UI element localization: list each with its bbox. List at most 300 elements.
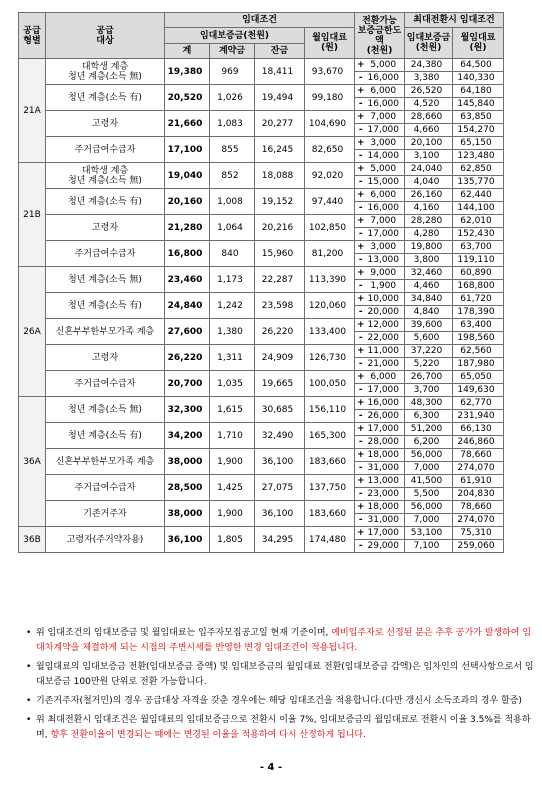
supply-target-cell: 청년 계층(소득 有) <box>46 423 165 449</box>
convertible-decrease-cell: 29,000 <box>367 540 405 553</box>
conv-rent-cell: 65,050 <box>453 371 504 384</box>
monthly-rent-cell: 113,390 <box>305 267 355 293</box>
note-item <box>26 626 534 656</box>
notes-list <box>26 626 534 747</box>
conv-deposit-cell: 5,220 <box>405 358 453 371</box>
table-row <box>19 241 504 254</box>
monthly-rent-cell: 133,400 <box>305 319 355 345</box>
convertible-decrease-cell: 23,000 <box>367 488 405 501</box>
conv-rent-cell: 61,910 <box>453 475 504 488</box>
note-text: 위 임대조건의 임대보증금 및 월임대료는 입주자모집공고일 현재 기준이며, <box>36 628 329 638</box>
plus-sign: + <box>355 293 367 306</box>
plus-sign: + <box>355 137 367 150</box>
supply-target-cell: 주거급여수급자 <box>46 371 165 397</box>
deposit-contract-cell: 1,805 <box>210 527 255 553</box>
convertible-increase-cell: 10,000 <box>367 293 405 306</box>
monthly-rent-cell: 165,300 <box>305 423 355 449</box>
minus-sign: - <box>355 488 367 501</box>
conv-deposit-cell: 4,040 <box>405 176 453 189</box>
minus-sign: - <box>355 358 367 371</box>
supply-target-cell: 고령자 <box>46 345 165 371</box>
deposit-contract-cell: 1,008 <box>210 189 255 215</box>
minus-sign: - <box>355 176 367 189</box>
supply-target-cell: 기존거주자 <box>46 501 165 527</box>
conv-deposit-cell: 5,600 <box>405 332 453 345</box>
deposit-balance-cell: 30,685 <box>255 397 305 423</box>
conv-rent-cell: 66,130 <box>453 423 504 436</box>
monthly-rent-cell: 183,660 <box>305 501 355 527</box>
conv-deposit-cell: 4,840 <box>405 306 453 319</box>
deposit-total-cell: 36,100 <box>165 527 210 553</box>
deposit-total-cell: 21,280 <box>165 215 210 241</box>
deposit-contract-cell: 1,026 <box>210 85 255 111</box>
plus-sign: + <box>355 449 367 462</box>
conv-deposit-cell: 26,700 <box>405 371 453 384</box>
conv-rent-cell: 62,850 <box>453 163 504 176</box>
conv-deposit-cell: 19,800 <box>405 241 453 254</box>
monthly-rent-cell: 81,200 <box>305 241 355 267</box>
conv-rent-cell: 60,890 <box>453 267 504 280</box>
convertible-decrease-cell: 21,000 <box>367 358 405 371</box>
deposit-total-cell: 24,840 <box>165 293 210 319</box>
deposit-balance-cell: 18,411 <box>255 59 305 85</box>
page-number: - 4 - <box>259 762 283 773</box>
deposit-balance-cell: 36,100 <box>255 449 305 475</box>
minus-sign: - <box>355 384 367 397</box>
monthly-rent-cell: 120,060 <box>305 293 355 319</box>
conv-deposit-cell: 3,100 <box>405 150 453 163</box>
deposit-total-cell: 20,520 <box>165 85 210 111</box>
convertible-decrease-cell: 28,000 <box>367 436 405 449</box>
deposit-contract-cell: 1,035 <box>210 371 255 397</box>
deposit-total-cell: 19,040 <box>165 163 210 189</box>
header-deposit-contract: 계약금 <box>210 44 255 59</box>
deposit-total-cell: 19,380 <box>165 59 210 85</box>
deposit-contract-cell: 1,173 <box>210 267 255 293</box>
conv-rent-cell: 63,850 <box>453 111 504 124</box>
supply-type-cell: 26A <box>19 267 46 397</box>
plus-sign: + <box>355 345 367 358</box>
header-supply-target: 공급 대상 <box>46 13 165 59</box>
convertible-decrease-cell: 31,000 <box>367 462 405 475</box>
convertible-decrease-cell: 26,000 <box>367 410 405 423</box>
header-conv-rent: 월임대료 (원) <box>453 28 504 59</box>
monthly-rent-cell: 137,750 <box>305 475 355 501</box>
supply-type-cell: 21A <box>19 59 46 163</box>
plus-sign: + <box>355 241 367 254</box>
monthly-rent-cell: 126,730 <box>305 345 355 371</box>
conv-deposit-cell: 4,660 <box>405 124 453 137</box>
minus-sign: - <box>355 436 367 449</box>
deposit-total-cell: 28,500 <box>165 475 210 501</box>
supply-target-cell: 고령자(주거약자용) <box>46 527 165 553</box>
deposit-total-cell: 20,160 <box>165 189 210 215</box>
conv-deposit-cell: 41,500 <box>405 475 453 488</box>
supply-type-cell: 21B <box>19 163 46 267</box>
convertible-decrease-cell: 16,000 <box>367 98 405 111</box>
conv-deposit-cell: 53,100 <box>405 527 453 540</box>
supply-target-cell: 주거급여수급자 <box>46 475 165 501</box>
supply-type-cell: 36B <box>19 527 46 553</box>
conv-rent-cell: 75,310 <box>453 527 504 540</box>
convertible-increase-cell: 6,000 <box>367 85 405 98</box>
monthly-rent-cell: 97,440 <box>305 189 355 215</box>
conv-deposit-cell: 7,000 <box>405 514 453 527</box>
conv-deposit-cell: 7,000 <box>405 462 453 475</box>
table-row <box>19 397 504 410</box>
conv-rent-cell: 61,720 <box>453 293 504 306</box>
deposit-balance-cell: 18,088 <box>255 163 305 189</box>
conv-rent-cell: 62,560 <box>453 345 504 358</box>
supply-target-cell: 대학생 계층 청년 계층(소득 無) <box>46 163 165 189</box>
bullet: • <box>26 628 32 638</box>
deposit-contract-cell: 1,064 <box>210 215 255 241</box>
conv-rent-cell: 144,100 <box>453 202 504 215</box>
convertible-increase-cell: 3,000 <box>367 241 405 254</box>
conv-rent-cell: 62,770 <box>453 397 504 410</box>
supply-type-cell: 36A <box>19 397 46 527</box>
monthly-rent-cell: 100,050 <box>305 371 355 397</box>
minus-sign: - <box>355 150 367 163</box>
minus-sign: - <box>355 514 367 527</box>
plus-sign: + <box>355 163 367 176</box>
conv-deposit-cell: 56,000 <box>405 501 453 514</box>
conv-rent-cell: 152,430 <box>453 228 504 241</box>
conv-deposit-cell: 3,380 <box>405 72 453 85</box>
header-lease-conditions: 임대조건 <box>165 13 355 28</box>
deposit-contract-cell: 840 <box>210 241 255 267</box>
conv-deposit-cell: 51,200 <box>405 423 453 436</box>
monthly-rent-cell: 156,110 <box>305 397 355 423</box>
supply-target-cell: 대학생 계층 청년 계층(소득 無) <box>46 59 165 85</box>
deposit-total-cell: 20,700 <box>165 371 210 397</box>
monthly-rent-cell: 92,020 <box>305 163 355 189</box>
conv-rent-cell: 204,830 <box>453 488 504 501</box>
deposit-balance-cell: 20,216 <box>255 215 305 241</box>
deposit-total-cell: 16,800 <box>165 241 210 267</box>
plus-sign: + <box>355 397 367 410</box>
conv-rent-cell: 63,400 <box>453 319 504 332</box>
conv-rent-cell: 64,180 <box>453 85 504 98</box>
monthly-rent-cell: 174,480 <box>305 527 355 553</box>
supply-target-cell: 고령자 <box>46 215 165 241</box>
supply-target-cell: 고령자 <box>46 111 165 137</box>
conv-rent-cell: 198,560 <box>453 332 504 345</box>
bullet: • <box>26 696 32 706</box>
deposit-contract-cell: 1,615 <box>210 397 255 423</box>
conv-rent-cell: 168,800 <box>453 280 504 293</box>
convertible-increase-cell: 6,000 <box>367 189 405 202</box>
note-text-highlight: 예비입주자로 선정된 분은 추후 공가가 발생하여 임대차계약을 체결하게 되는 시점의 주변시세를 반영한 변경 임대조건이 적용됩니다. <box>36 628 532 653</box>
table-row <box>19 475 504 488</box>
table-row <box>19 293 504 306</box>
supply-target-cell: 청년 계층(소득 無) <box>46 397 165 423</box>
conv-deposit-cell: 6,200 <box>405 436 453 449</box>
minus-sign: - <box>355 228 367 241</box>
table-row <box>19 449 504 462</box>
deposit-contract-cell: 1,900 <box>210 501 255 527</box>
note-item <box>26 660 534 690</box>
minus-sign: - <box>355 72 367 85</box>
supply-target-cell: 청년 계층(소득 無) <box>46 267 165 293</box>
header-max-conversion: 최대전환시 임대조건 <box>405 13 504 28</box>
conv-deposit-cell: 6,300 <box>405 410 453 423</box>
header-deposit-total: 계 <box>165 44 210 59</box>
conv-rent-cell: 246,860 <box>453 436 504 449</box>
table-row <box>19 111 504 124</box>
plus-sign: + <box>355 423 367 436</box>
conv-deposit-cell: 4,520 <box>405 98 453 111</box>
deposit-contract-cell: 855 <box>210 137 255 163</box>
deposit-total-cell: 23,460 <box>165 267 210 293</box>
convertible-decrease-cell: 16,000 <box>367 72 405 85</box>
conv-deposit-cell: 32,460 <box>405 267 453 280</box>
conv-rent-cell: 62,440 <box>453 189 504 202</box>
conv-rent-cell: 78,660 <box>453 501 504 514</box>
convertible-decrease-cell: 17,000 <box>367 228 405 241</box>
conv-deposit-cell: 48,300 <box>405 397 453 410</box>
table-row <box>19 319 504 332</box>
minus-sign: - <box>355 98 367 111</box>
conv-rent-cell: 140,330 <box>453 72 504 85</box>
deposit-contract-cell: 1,425 <box>210 475 255 501</box>
plus-sign: + <box>355 527 367 540</box>
plus-sign: + <box>355 267 367 280</box>
supply-target-cell: 청년 계층(소득 有) <box>46 293 165 319</box>
minus-sign: - <box>355 410 367 423</box>
deposit-contract-cell: 1,380 <box>210 319 255 345</box>
conv-rent-cell: 63,700 <box>453 241 504 254</box>
plus-sign: + <box>355 501 367 514</box>
conv-rent-cell: 119,110 <box>453 254 504 267</box>
header-deposit-group: 임대보증금(천원) <box>165 28 305 44</box>
deposit-total-cell: 27,600 <box>165 319 210 345</box>
deposit-balance-cell: 24,909 <box>255 345 305 371</box>
convertible-decrease-cell: 20,000 <box>367 306 405 319</box>
deposit-total-cell: 32,300 <box>165 397 210 423</box>
minus-sign: - <box>355 124 367 137</box>
header-supply-type: 공급 형별 <box>19 13 46 59</box>
convertible-increase-cell: 3,000 <box>367 137 405 150</box>
table-row <box>19 267 504 280</box>
deposit-balance-cell: 32,490 <box>255 423 305 449</box>
convertible-decrease-cell: 17,000 <box>367 124 405 137</box>
conv-deposit-cell: 3,700 <box>405 384 453 397</box>
note-text: 위 최대전환시 임대조건은 월임대료의 임대보증금으로 전환시 이율 7%, 임대보증금의 월임대료로 전환시 이율 3.5%를 적용하며, <box>36 715 531 740</box>
supply-target-cell: 청년 계층(소득 有) <box>46 189 165 215</box>
header-conv-deposit: 임대보증금 (천원) <box>405 28 453 59</box>
convertible-increase-cell: 17,000 <box>367 423 405 436</box>
convertible-increase-cell: 7,000 <box>367 215 405 228</box>
note-text: 기존거주자(철거민)의 경우 공급대상 자격을 갖춘 경우에는 해당 임대조건을 적용합니다.(다만 갱신시 소득조과의 경우 할증) <box>36 696 522 706</box>
convertible-increase-cell: 16,000 <box>367 397 405 410</box>
conv-rent-cell: 145,840 <box>453 98 504 111</box>
minus-sign: - <box>355 202 367 215</box>
plus-sign: + <box>355 215 367 228</box>
deposit-contract-cell: 1,900 <box>210 449 255 475</box>
conv-deposit-cell: 5,500 <box>405 488 453 501</box>
table-row <box>19 423 504 436</box>
table-body <box>19 59 504 553</box>
conv-deposit-cell: 26,160 <box>405 189 453 202</box>
conv-rent-cell: 274,070 <box>453 514 504 527</box>
deposit-total-cell: 34,200 <box>165 423 210 449</box>
conv-rent-cell: 231,940 <box>453 410 504 423</box>
deposit-contract-cell: 1,311 <box>210 345 255 371</box>
convertible-decrease-cell: 22,000 <box>367 332 405 345</box>
table-row <box>19 527 504 540</box>
bullet: • <box>26 715 32 725</box>
conv-rent-cell: 64,500 <box>453 59 504 72</box>
conv-rent-cell: 259,060 <box>453 540 504 553</box>
deposit-balance-cell: 19,152 <box>255 189 305 215</box>
conv-rent-cell: 154,270 <box>453 124 504 137</box>
convertible-increase-cell: 7,000 <box>367 111 405 124</box>
conv-deposit-cell: 24,040 <box>405 163 453 176</box>
deposit-total-cell: 38,000 <box>165 449 210 475</box>
deposit-total-cell: 21,660 <box>165 111 210 137</box>
conv-rent-cell: 274,070 <box>453 462 504 475</box>
deposit-balance-cell: 20,277 <box>255 111 305 137</box>
deposit-balance-cell: 22,287 <box>255 267 305 293</box>
minus-sign: - <box>355 540 367 553</box>
convertible-increase-cell: 5,000 <box>367 163 405 176</box>
conv-deposit-cell: 3,800 <box>405 254 453 267</box>
conv-rent-cell: 187,980 <box>453 358 504 371</box>
plus-sign: + <box>355 475 367 488</box>
monthly-rent-cell: 102,850 <box>305 215 355 241</box>
deposit-balance-cell: 34,295 <box>255 527 305 553</box>
conv-deposit-cell: 7,100 <box>405 540 453 553</box>
convertible-increase-cell: 11,000 <box>367 345 405 358</box>
conv-deposit-cell: 24,380 <box>405 59 453 72</box>
minus-sign: - <box>355 306 367 319</box>
bullet: • <box>26 662 32 672</box>
conv-deposit-cell: 34,840 <box>405 293 453 306</box>
deposit-balance-cell: 19,665 <box>255 371 305 397</box>
conv-deposit-cell: 20,100 <box>405 137 453 150</box>
deposit-total-cell: 17,100 <box>165 137 210 163</box>
table-row <box>19 137 504 150</box>
deposit-contract-cell: 1,083 <box>210 111 255 137</box>
table-row <box>19 59 504 72</box>
supply-target-cell: 신혼부부한부모가족 계층 <box>46 449 165 475</box>
supply-target-cell: 주거급여수급자 <box>46 137 165 163</box>
plus-sign: + <box>355 85 367 98</box>
convertible-decrease-cell: 31,000 <box>367 514 405 527</box>
header-convertible-limit: 전환가능 보증금한도액 (천원) <box>355 13 405 59</box>
plus-sign: + <box>355 59 367 72</box>
convertible-decrease-cell: 15,000 <box>367 176 405 189</box>
convertible-increase-cell: 13,000 <box>367 475 405 488</box>
table-row <box>19 85 504 98</box>
table-row <box>19 163 504 176</box>
plus-sign: + <box>355 371 367 384</box>
deposit-balance-cell: 36,100 <box>255 501 305 527</box>
deposit-balance-cell: 19,494 <box>255 85 305 111</box>
table-row <box>19 189 504 202</box>
convertible-decrease-cell: 16,000 <box>367 202 405 215</box>
conv-deposit-cell: 28,280 <box>405 215 453 228</box>
deposit-balance-cell: 27,075 <box>255 475 305 501</box>
supply-target-cell: 신혼부부한부모가족 계층 <box>46 319 165 345</box>
minus-sign: - <box>355 280 367 293</box>
deposit-balance-cell: 26,220 <box>255 319 305 345</box>
deposit-balance-cell: 16,245 <box>255 137 305 163</box>
conv-rent-cell: 65,150 <box>453 137 504 150</box>
conv-rent-cell: 178,390 <box>453 306 504 319</box>
conv-deposit-cell: 28,660 <box>405 111 453 124</box>
minus-sign: - <box>355 462 367 475</box>
conv-deposit-cell: 26,520 <box>405 85 453 98</box>
conv-deposit-cell: 4,460 <box>405 280 453 293</box>
note-item <box>26 694 534 709</box>
convertible-increase-cell: 12,000 <box>367 319 405 332</box>
table-row <box>19 215 504 228</box>
conv-rent-cell: 135,770 <box>453 176 504 189</box>
table-row <box>19 371 504 384</box>
header-deposit-balance: 잔금 <box>255 44 305 59</box>
note-item <box>26 713 534 743</box>
monthly-rent-cell: 82,650 <box>305 137 355 163</box>
monthly-rent-cell: 99,180 <box>305 85 355 111</box>
conv-rent-cell: 123,480 <box>453 150 504 163</box>
convertible-decrease-cell: 1,900 <box>367 280 405 293</box>
monthly-rent-cell: 183,660 <box>305 449 355 475</box>
convertible-decrease-cell: 14,000 <box>367 150 405 163</box>
convertible-increase-cell: 5,000 <box>367 59 405 72</box>
conv-deposit-cell: 4,160 <box>405 202 453 215</box>
note-text: 월임대료의 임대보증금 전환(임대보증금 증액) 및 임대보증금의 월임대료 전환(임대보증금 감액)은 임차인의 선택사항으로서 임대보증금 100만원 단위로 전환 가능합니다. <box>36 662 534 687</box>
convertible-decrease-cell: 17,000 <box>367 384 405 397</box>
deposit-balance-cell: 23,598 <box>255 293 305 319</box>
conv-deposit-cell: 56,000 <box>405 449 453 462</box>
minus-sign: - <box>355 254 367 267</box>
convertible-increase-cell: 18,000 <box>367 501 405 514</box>
deposit-total-cell: 38,000 <box>165 501 210 527</box>
conv-deposit-cell: 4,280 <box>405 228 453 241</box>
table-row <box>19 345 504 358</box>
plus-sign: + <box>355 111 367 124</box>
conv-rent-cell: 62,010 <box>453 215 504 228</box>
plus-sign: + <box>355 319 367 332</box>
lease-conditions-table <box>18 12 504 553</box>
minus-sign: - <box>355 332 367 345</box>
supply-target-cell: 청년 계층(소득 有) <box>46 85 165 111</box>
header-monthly-rent: 월임대료 (원) <box>305 28 355 59</box>
plus-sign: + <box>355 189 367 202</box>
deposit-contract-cell: 1,242 <box>210 293 255 319</box>
convertible-increase-cell: 18,000 <box>367 449 405 462</box>
deposit-contract-cell: 969 <box>210 59 255 85</box>
table-row <box>19 501 504 514</box>
convertible-increase-cell: 9,000 <box>367 267 405 280</box>
conv-deposit-cell: 37,220 <box>405 345 453 358</box>
deposit-balance-cell: 15,960 <box>255 241 305 267</box>
deposit-total-cell: 26,220 <box>165 345 210 371</box>
monthly-rent-cell: 104,690 <box>305 111 355 137</box>
conv-deposit-cell: 39,600 <box>405 319 453 332</box>
supply-target-cell: 주거급여수급자 <box>46 241 165 267</box>
note-text-highlight: 향후 전환이율이 변경되는 때에는 변경된 이율을 적용하여 다시 산정하게 됩니다. <box>50 730 366 740</box>
convertible-decrease-cell: 13,000 <box>367 254 405 267</box>
monthly-rent-cell: 93,670 <box>305 59 355 85</box>
convertible-increase-cell: 6,000 <box>367 371 405 384</box>
deposit-contract-cell: 1,710 <box>210 423 255 449</box>
convertible-increase-cell: 17,000 <box>367 527 405 540</box>
deposit-contract-cell: 852 <box>210 163 255 189</box>
conv-rent-cell: 78,660 <box>453 449 504 462</box>
